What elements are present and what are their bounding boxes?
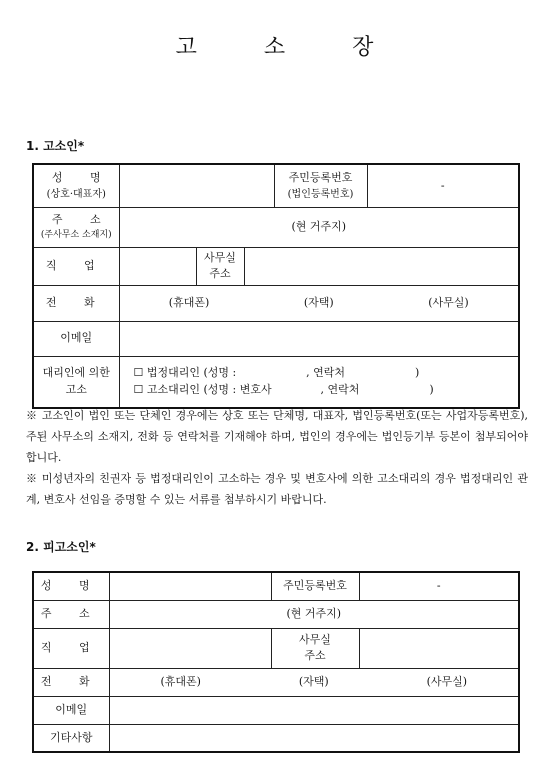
office-label-line2: 주소 [209,267,231,280]
notes [26,406,528,510]
email-label: 이메일 [33,321,119,356]
rep-label-cell [33,356,119,408]
d-job-label: 직 업 [33,628,109,668]
d-rrn-field[interactable]: - [359,572,519,600]
rrn-field[interactable]: - [367,164,519,207]
document-title: 고 소 장 [175,35,404,60]
job-label: 직 업 [33,247,119,285]
email-field[interactable] [119,321,519,356]
d-etc-label: 기타사항 [33,724,109,752]
addr-field[interactable]: (현 거주지) [119,207,519,247]
complainant-table [32,163,520,409]
rrn-label: 주민등록번호 [288,171,353,184]
complainant-heading: 1. 고소인* [26,139,85,153]
d-email-label: 이메일 [33,696,109,724]
d-name-label: 성 명 [33,572,109,600]
d-tel-label: 전 화 [33,668,109,696]
d-office-label-line1: 사무실 [299,632,331,646]
office-label-cell [196,247,244,285]
defendant-table [32,571,520,753]
tel-office-label: (사무실) [428,295,469,309]
rep-field [119,356,519,408]
d-tel-office-label: (사무실) [426,674,468,688]
d-office-address-field[interactable] [359,628,519,668]
rep-label-line1: 대리인에 의한 [42,366,110,380]
rep-label-line2: 고소 [65,382,87,396]
office-label-line1: 사무실 [204,250,236,264]
office-address-field[interactable] [244,247,519,285]
job-field[interactable] [119,247,196,285]
addr-label: 주 소 [51,213,113,226]
name-label: 성 명 [51,171,113,184]
tel-field[interactable] [119,285,519,321]
rep-legal-checkbox[interactable]: ☐ 법정대리인 (성명 : , 연락처 ) [133,366,420,380]
d-name-field[interactable] [109,572,271,600]
addr-sub-label: (주사무소 소재지) [40,229,112,240]
addr-label-cell [33,207,119,247]
d-email-field[interactable] [109,696,519,724]
tel-home-label: (자택) [303,295,334,309]
d-addr-label: 주 소 [33,600,109,628]
tel-label: 전 화 [33,285,119,321]
d-rrn-label: 주민등록번호 [271,572,359,600]
name-sub-label: (상호·대표자) [46,188,106,200]
rrn-sub-label: (법인등록번호) [287,188,354,200]
d-tel-mobile-label: (휴대폰) [160,674,201,688]
note-1: ※ 고소인이 법인 또는 단체인 경우에는 상호 또는 단체명, 대표자, 법인등록번호(또는 사업자등록번호), 주된 사무소의 소재지, 전화 등 연락처를 기재해야 하며, 법인의 경우에는 법인등기부 등본이 첨부되어야 합니다. [26,409,528,464]
d-tel-field[interactable] [109,668,519,696]
note-2: ※ 미성년자의 친권자 등 법정대리인이 고소하는 경우 및 변호사에 의한 고소대리의 경우 법정대리인 관계, 변호사 선임을 증명할 수 있는 서류를 첨부하시기 바랍니다. [26,471,528,506]
rrn-label-cell [274,164,367,207]
tel-mobile-label: (휴대폰) [168,295,210,309]
d-office-label-cell [271,628,359,668]
name-field[interactable] [119,164,274,207]
d-addr-field[interactable]: (현 거주지) [109,600,519,628]
d-job-field[interactable] [109,628,271,668]
rep-attorney-checkbox[interactable]: ☐ 고소대리인 (성명 : 변호사 , 연락처 ) [133,382,434,396]
d-etc-field[interactable] [109,724,519,752]
d-office-label-line2: 주소 [304,649,326,662]
name-label-cell [33,164,119,207]
d-tel-home-label: (자택) [298,674,329,688]
defendant-heading: 2. 피고소인* [26,540,96,554]
